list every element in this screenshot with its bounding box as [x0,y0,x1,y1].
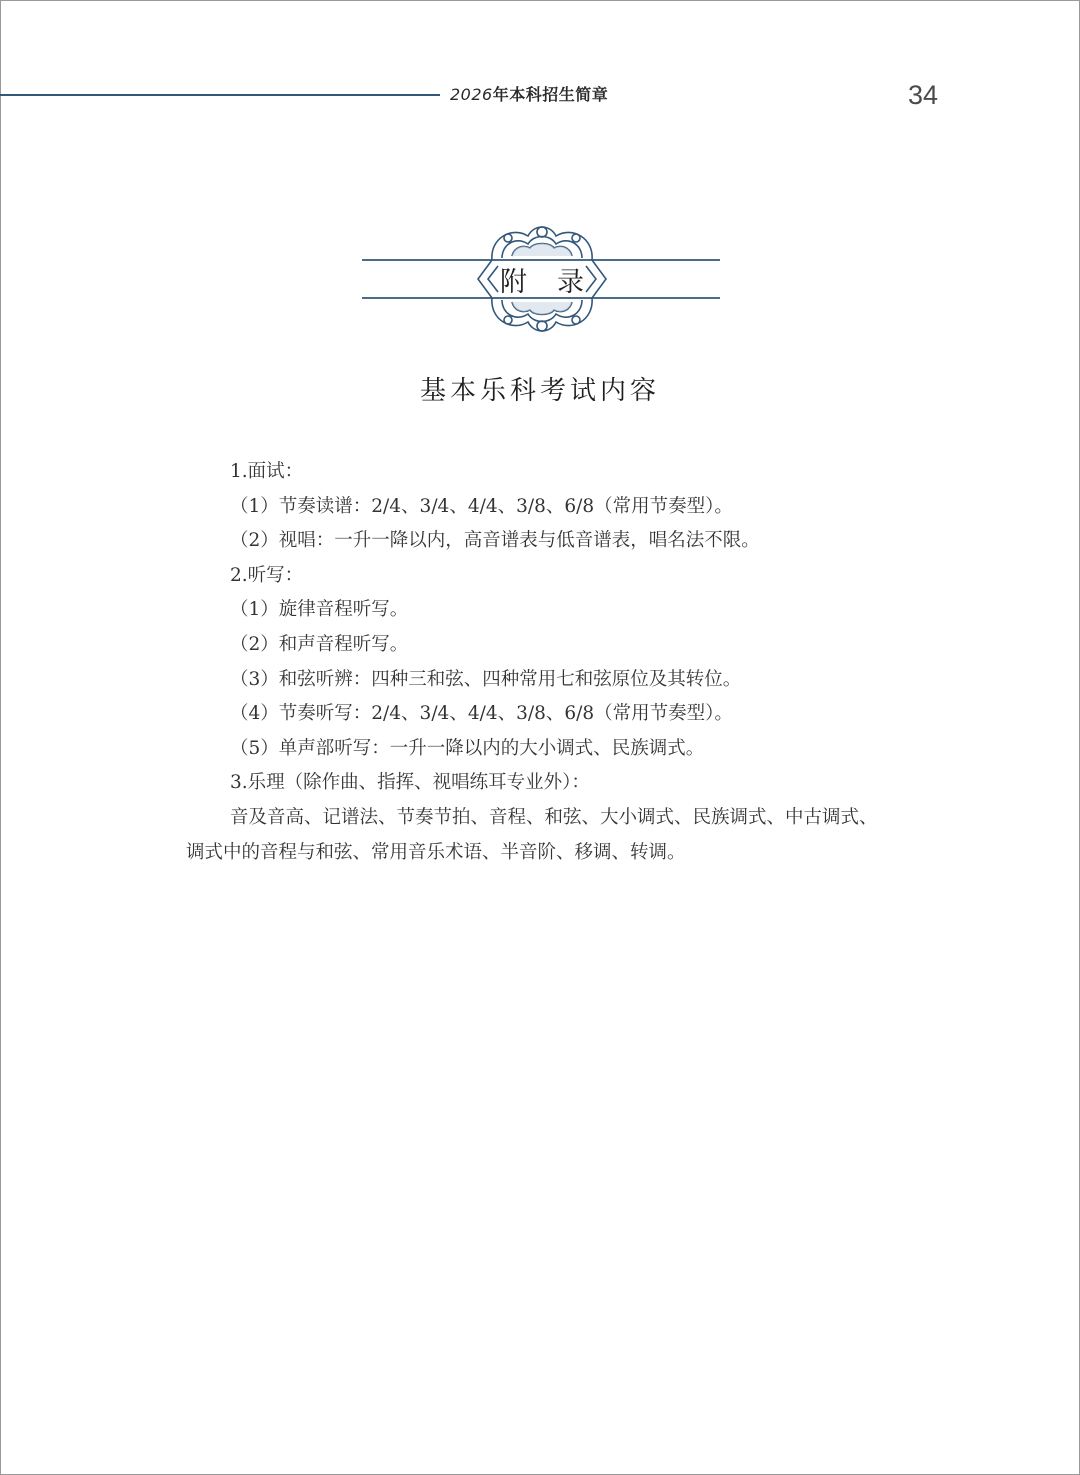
header-title [450,82,608,105]
header-rule [0,94,440,96]
content-line: （4）节奏听写：2/4、3/4、4/4、3/8、6/8（常用节奏型）。 [230,703,733,725]
content-line: （1）旋律音程听写。 [230,599,409,621]
content-paragraph: 音及音高、记谱法、节奏节拍、音程、和弦、大小调式、民族调式、中古调式、调式中的音程与和弦、常用音乐术语、半音阶、移调、转调。 [186,806,878,863]
exam-content [186,455,886,870]
content-line: （3）和弦听辨：四种三和弦、四种常用七和弦原位及其转位。 [230,668,742,690]
header-year: 2026 [450,85,493,104]
appendix-emblem [362,218,722,340]
section-title: 基本乐科考试内容 [419,376,660,406]
content-line: （5）单声部听写：一升一降以内的大小调式、民族调式。 [230,737,705,759]
content-line: 2.听写： [230,564,304,586]
content-line: （1）节奏读谱：2/4、3/4、4/4、3/8、6/8（常用节奏型）。 [230,495,733,517]
header-title-text: 年本科招生简章 [492,85,609,104]
page-number: 34 [908,80,939,110]
content-line: （2）和声音程听写。 [230,633,409,655]
content-line: 1.面试： [230,461,304,482]
content-line: 3.乐理（除作曲、指挥、视唱练耳专业外）： [230,772,590,794]
content-line: （2）视唱：一升一降以内，高音谱表与低音谱表，唱名法不限。 [230,530,760,552]
appendix-label: 附录 [500,267,614,298]
